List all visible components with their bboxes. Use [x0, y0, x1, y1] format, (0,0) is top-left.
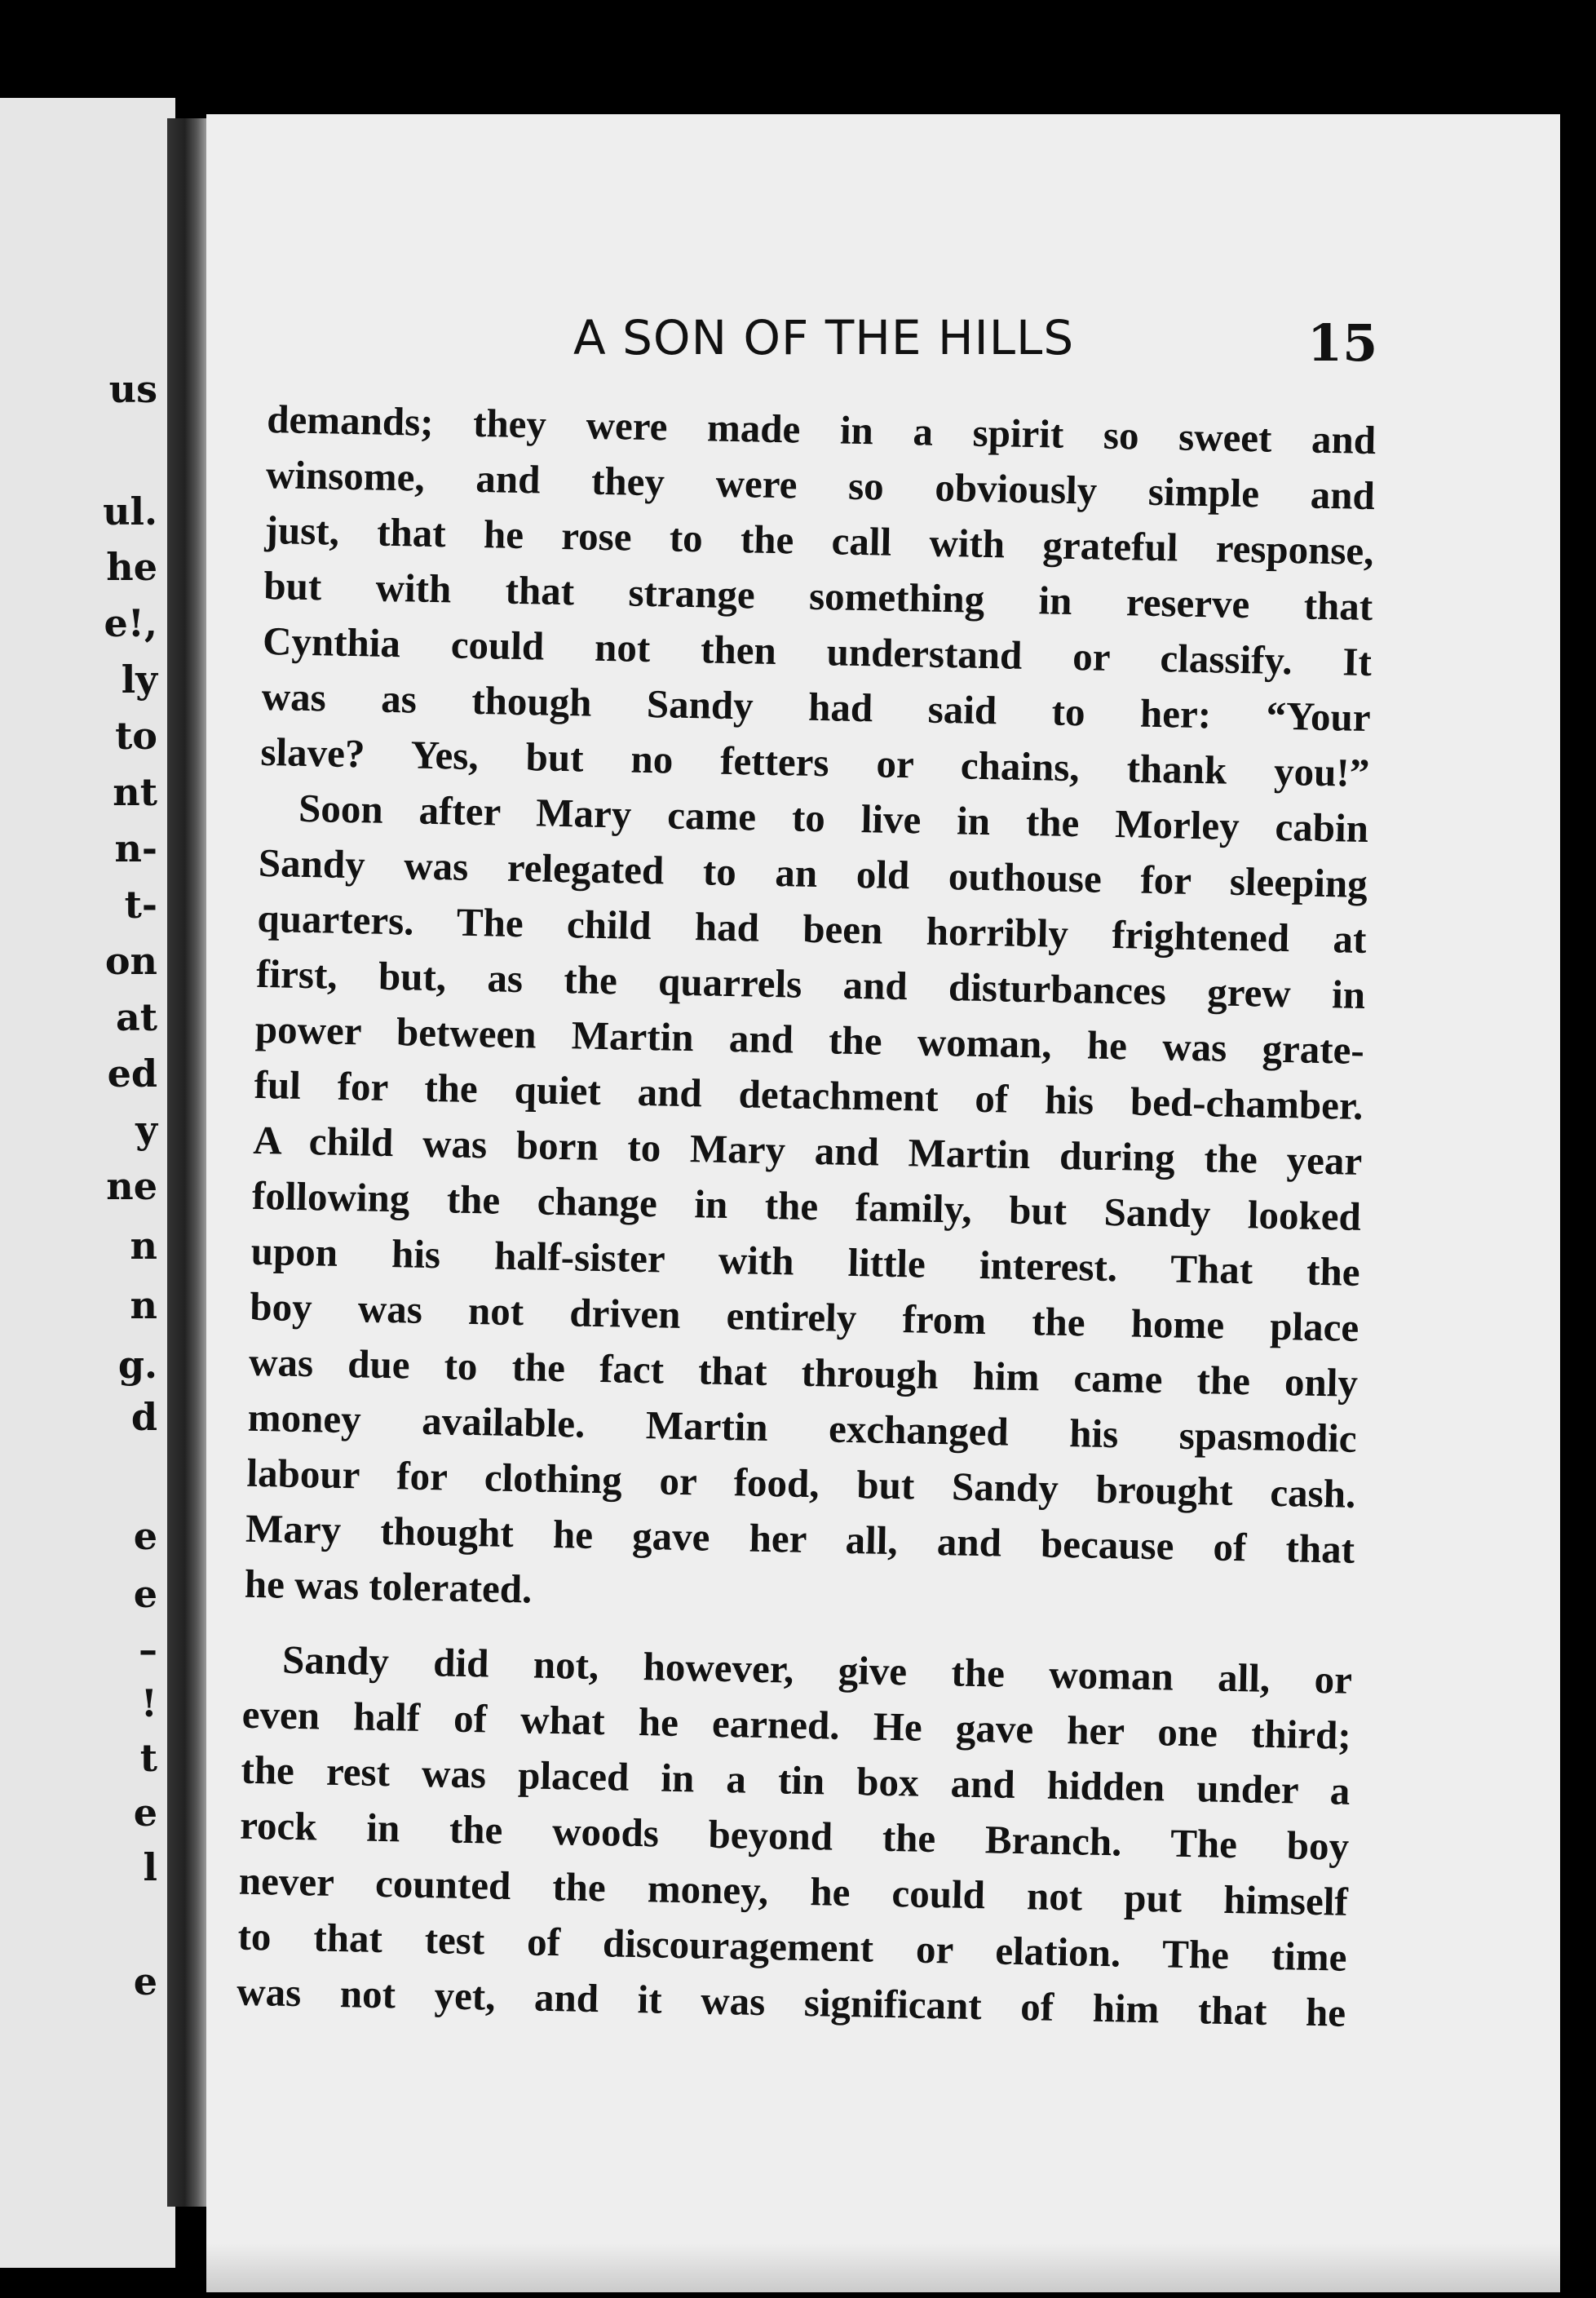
page-number: 15	[1307, 313, 1378, 373]
book-gutter	[167, 118, 206, 2207]
text-line: slave? Yes, but no fetters or chains, thank you!”	[259, 728, 1370, 796]
book-page	[206, 114, 1560, 2292]
facing-page-fragment: he	[106, 545, 157, 589]
text-line: Mary thought he gave her all, and because of that	[245, 1505, 1355, 1572]
text-line: first, but, as the quarrels and disturbances grew in	[255, 950, 1366, 1017]
text-line: Sandy was relegated to an old outhouse for sleeping	[258, 839, 1368, 906]
facing-page-fragment: n	[130, 1224, 157, 1268]
facing-page-fragment: y	[135, 1108, 157, 1152]
text-line: he was tolerated.	[244, 1561, 533, 1612]
facing-page-fragment: t	[139, 1736, 157, 1780]
text-line: but with that strange something in reserve that	[263, 562, 1373, 630]
facing-page-fragment: t-	[124, 883, 157, 927]
facing-page-fragment: nt	[113, 770, 157, 814]
facing-page-fragment: e	[133, 1514, 157, 1558]
facing-page-fragment: e	[133, 1791, 157, 1835]
running-title: A SON OF THE HILLS	[573, 310, 1075, 365]
facing-page-fragment: to	[115, 714, 157, 758]
facing-page-fragment: –	[139, 1627, 157, 1671]
text-line: power between Martin and the woman, he was grate-	[254, 1006, 1365, 1073]
text-line: winsome, and they were so obviously simple and	[265, 451, 1376, 519]
text-line: was not yet, and it was significant of him that he	[236, 1968, 1346, 2035]
facing-page-fragment: ly	[121, 658, 157, 702]
text-line: never counted the money, he could not put himself	[238, 1857, 1349, 1924]
facing-page-fragment: l	[143, 1845, 157, 1889]
text-line: A child was born to Mary and Martin during the year	[252, 1117, 1363, 1184]
facing-page-fragment: us	[108, 367, 157, 411]
text-line: boy was not driven entirely from the home place	[249, 1283, 1359, 1350]
text-line: labour for clothing or food, but Sandy brought cash.	[246, 1450, 1356, 1517]
paragraph	[244, 780, 1368, 1633]
facing-page-fragment: e	[133, 1572, 157, 1616]
text-line: to that test of discouragement or elation. The time	[237, 1913, 1347, 1980]
facing-page-fragment: ul.	[103, 489, 157, 534]
facing-page-fragment: n-	[114, 826, 157, 870]
facing-page-fragment: ne	[106, 1164, 157, 1208]
text-line: Cynthia could not then understand or classify. It	[262, 618, 1373, 685]
text-line: Sandy did not, however, give the woman all, or	[281, 1636, 1353, 1702]
facing-page-fragment: n	[130, 1283, 157, 1327]
facing-page-fragment: e!,	[104, 601, 157, 645]
text-line: money available. Martin exchanged his spasmodic	[247, 1394, 1358, 1461]
facing-page-fragment: ed	[107, 1052, 157, 1096]
text-line: following the change in the family, but Sandy looked	[251, 1172, 1362, 1239]
text-line: was as though Sandy had said to her: “Your	[261, 673, 1372, 741]
paragraph	[237, 1632, 1353, 2041]
page-bottom-shadow	[206, 2243, 1560, 2292]
body-text	[237, 392, 1377, 2041]
text-line: ful for the quiet and detachment of his bed-chamber.	[254, 1061, 1364, 1128]
text-line: was due to the fact that through him came the only	[248, 1339, 1359, 1406]
text-line: Soon after Mary came to live in the Morley cabin	[298, 785, 1369, 852]
text-line: just, that he rose to the call with grateful response,	[264, 507, 1375, 574]
facing-page-fragment: !	[140, 1681, 157, 1725]
facing-page-edge	[0, 98, 175, 2268]
text-line: quarters. The child had been horribly frightened at	[257, 895, 1367, 962]
text-line: demands; they were made in a spirit so sweet and	[266, 396, 1377, 463]
text-line: the rest was placed in a tin box and hidden under a	[241, 1747, 1351, 1813]
page-header	[206, 310, 1560, 383]
facing-page-fragment: g.	[117, 1343, 157, 1387]
paragraph	[260, 392, 1377, 801]
facing-page-fragments	[0, 98, 175, 2268]
text-line: upon his half-sister with little interest. That the	[250, 1228, 1361, 1295]
text-line: rock in the woods beyond the Branch. The boy	[239, 1802, 1350, 1869]
facing-page-fragment: d	[130, 1395, 157, 1439]
facing-page-fragment: e	[133, 1959, 157, 2004]
text-line: even half of what he earned. He gave her one third;	[241, 1691, 1352, 1758]
facing-page-fragment: at	[115, 995, 157, 1039]
facing-page-fragment: on	[104, 939, 157, 983]
